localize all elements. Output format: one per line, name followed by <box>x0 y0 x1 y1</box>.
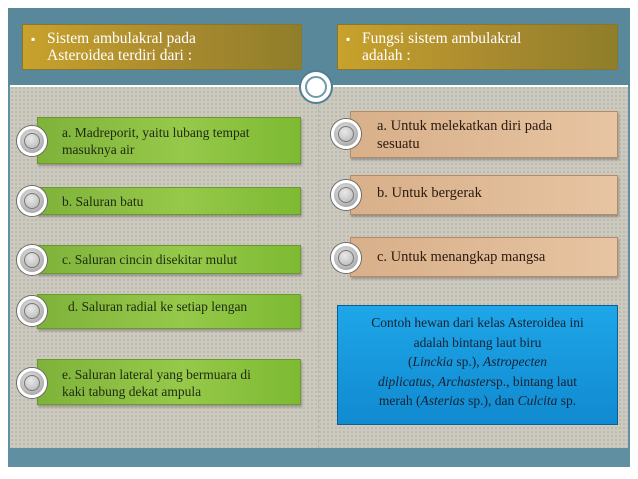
component-item <box>37 187 301 215</box>
example-line3 <box>344 352 611 372</box>
component-text-line1: c. Saluran cincin disekitar mulut <box>62 252 238 267</box>
example-line5 <box>344 391 611 411</box>
species-name: Archaster <box>438 373 491 389</box>
circle-bullet-icon <box>331 119 361 149</box>
example-text: ( <box>408 354 413 369</box>
example-text: sp., bintang laut <box>490 373 577 389</box>
circle-bullet-icon <box>17 296 47 326</box>
example-line2: adalah bintang laut biru <box>413 334 542 350</box>
circle-bullet-icon <box>17 245 47 275</box>
component-item <box>37 245 301 274</box>
circle-bullet-icon <box>17 368 47 398</box>
function-text-line2: sesuatu <box>377 136 420 152</box>
right-header-line2: adalah : <box>362 47 411 64</box>
example-text: sp.), dan <box>464 393 518 408</box>
example-text: sp. <box>557 393 577 408</box>
species-name: Astropecten <box>483 354 547 369</box>
center-ring-icon <box>299 70 333 104</box>
example-text: sp.), <box>453 354 483 369</box>
component-item <box>37 117 301 164</box>
function-text-line1: a. Untuk melekatkan diri pada <box>377 118 553 134</box>
column-divider <box>318 104 319 448</box>
header-divider-right <box>333 85 628 87</box>
component-text-line1: e. Saluran lateral yang bermuara di <box>62 367 251 382</box>
right-header-line1: Fungsi sistem ambulakral <box>362 30 522 47</box>
circle-bullet-icon <box>17 126 47 156</box>
example-text: , <box>431 373 438 389</box>
species-name: Asterias <box>420 393 465 408</box>
right-header <box>337 24 618 70</box>
bullet-icon: ▪ <box>31 32 36 46</box>
example-text: merah ( <box>378 393 421 408</box>
component-item <box>37 359 301 405</box>
bottom-strip <box>10 448 628 467</box>
left-header-line1: Sistem ambulakral pada <box>47 30 196 47</box>
bullet-icon: ▪ <box>346 32 351 46</box>
species-name: Linckia <box>412 354 453 369</box>
left-header <box>22 24 302 70</box>
circle-bullet-icon <box>17 186 47 216</box>
function-item <box>350 111 618 158</box>
example-box <box>337 305 618 425</box>
function-item <box>350 175 618 215</box>
species-name: Culcita <box>517 393 558 408</box>
example-line1: Contoh hewan dari kelas Asteroidea ini <box>371 315 584 330</box>
circle-bullet-icon <box>331 180 361 210</box>
component-text-line2: masuknya air <box>62 142 135 157</box>
component-text-line1: a. Madreporit, yaitu lubang tempat <box>62 125 250 140</box>
left-header-line2: Asteroidea terdiri dari : <box>47 47 193 64</box>
species-name: diplicatus <box>378 373 432 389</box>
function-text-line1: b. Untuk bergerak <box>377 185 482 201</box>
component-item <box>37 294 301 329</box>
header-divider-left <box>10 85 299 87</box>
example-line4 <box>344 372 611 392</box>
component-text-line1: b. Saluran batu <box>62 194 144 209</box>
function-item <box>350 237 618 277</box>
circle-bullet-icon <box>331 243 361 273</box>
function-text-line1: c. Untuk menangkap mangsa <box>377 249 546 265</box>
component-text-line1: d. Saluran radial ke setiap lengan <box>68 299 248 314</box>
component-text-line2: kaki tabung dekat ampula <box>62 384 202 399</box>
